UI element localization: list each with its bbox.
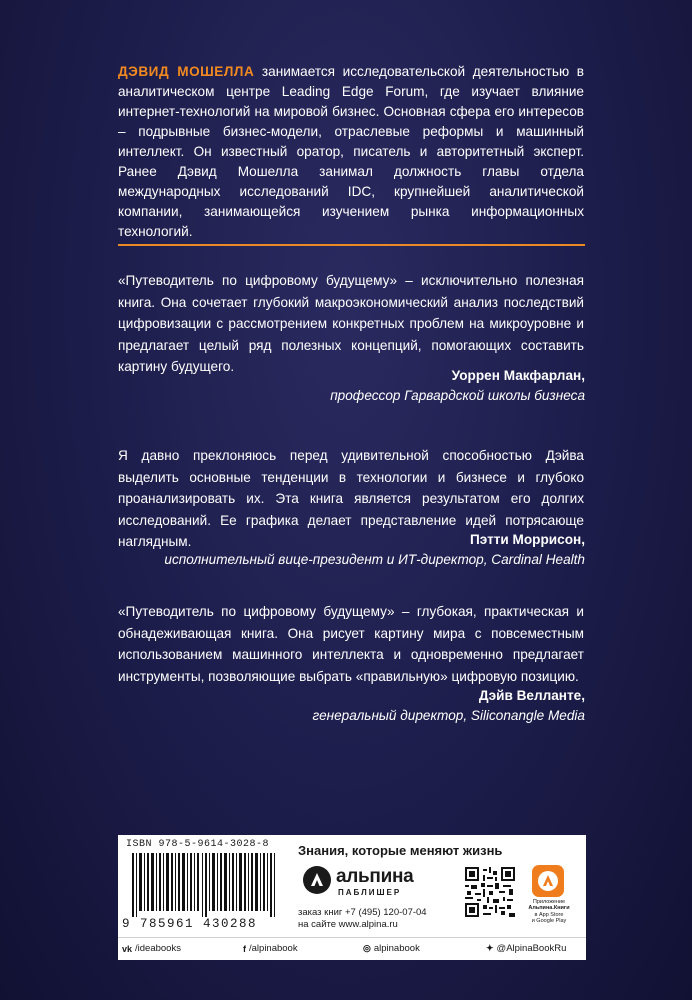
author-bio-text: занимается исследовательской деятельностью в аналитическом центре Leading Edge Forum, где изучает влияние интернет-технологий на мировой бизнес. Основная сфера его интересов – подрывные бизнес-модели, отраслевые реформы и машинный интеллект. Он известный оратор, писатель и авторитетный эксперт. Ранее Дэвид Мошелла занимал должность главы отдела международных исследований IDC, крупнейшей аналитической компании, занимающейся изучением рынка информационных технологий. [118, 64, 585, 239]
app-line-2: Альпина.Книги [528, 905, 570, 912]
quote-1-attribution [330, 366, 585, 406]
quote-3: «Путеводитель по цифровому будущему» – глубокая, практическая и обнадеживающая книга. Она рисует картину мира с повсеместным использованием машинного интеллекта и одновременно предлагает инструменты, позволяющие выбрать «правильную» цифровую позицию. [118, 604, 584, 684]
logo-sub-text: ПАБЛИШЕР [338, 888, 402, 897]
twitter-icon: ✦ [486, 943, 494, 953]
barcode-icon [132, 853, 282, 917]
social-links [118, 937, 586, 960]
quote-1-role: профессор Гарвардской школы бизнеса [330, 388, 585, 403]
publisher-panel [118, 835, 586, 937]
quote-1: «Путеводитель по цифровому будущему» – исключительно полезная книга. Она сочетает глубокий макроэкономический анализ последствий цифровизации с рассмотрением конкретных проблем на микроуровне и предлагает целый ряд полезных концепций, помогающих составить картину будущего. [118, 273, 584, 374]
ean-number: 9 785961 430288 [122, 917, 258, 931]
quote-3-author: Дэйв Велланте, [478, 688, 585, 703]
author-name: ДЭВИД МОШЕЛЛА [118, 64, 255, 79]
quote-1-author: Уоррен Макфарлан, [451, 368, 585, 383]
quote-2-author: Пэтти Моррисон, [470, 532, 585, 547]
quote-3-role: генеральный директор, Siliconangle Media [312, 708, 585, 723]
app-line-3: в App Store [534, 911, 564, 918]
barcode-block [122, 839, 292, 933]
publisher-logo [302, 865, 432, 897]
facebook-icon: f [243, 943, 246, 954]
social-twitter [486, 943, 566, 954]
social-instagram [363, 943, 420, 954]
quote-2: Я давно преклоняюсь перед удивительной способностью Дэйва выделить основные тенденции в технологии и бизнесе и глубоко проанализировать их. Эта книга является результатом его долгих исследований. Ее графика делает представление идей потрясающе наглядным. [118, 448, 584, 549]
author-bio [118, 62, 584, 242]
alpina-app-icon [532, 865, 564, 897]
orange-divider [118, 244, 585, 246]
instagram-icon: ◎ [363, 943, 371, 953]
app-logo-icon [532, 865, 564, 897]
order-website: на сайте www.alpina.ru [298, 919, 398, 930]
qr-code-icon [465, 867, 515, 917]
app-line-1: Приложение [532, 899, 566, 905]
social-instagram-label: alpinabook [373, 943, 420, 954]
vk-icon: vk [122, 943, 133, 954]
app-line-4: и Google Play [531, 918, 567, 925]
alpina-logo-icon [302, 865, 332, 895]
app-store-info [518, 899, 580, 925]
quote-3-attribution [313, 686, 585, 726]
social-vk [122, 943, 181, 954]
quote-2-attribution [164, 530, 585, 570]
social-facebook [243, 943, 298, 954]
publisher-slogan: Знания, которые меняют жизнь [298, 843, 503, 858]
order-phone: заказ книг +7 (495) 120-07-04 [298, 907, 427, 918]
logo-main-text: альпина [336, 866, 414, 887]
social-facebook-label: /alpinabook [249, 943, 298, 954]
order-info [298, 907, 427, 931]
social-vk-label: /ideabooks [135, 943, 181, 954]
social-twitter-label: @AlpinaBookRu [496, 943, 567, 954]
quote-2-role: исполнительный вице-президент и ИТ-директор, Cardinal Health [164, 552, 585, 567]
isbn-text: ISBN 978-5-9614-3028-8 [126, 839, 270, 850]
